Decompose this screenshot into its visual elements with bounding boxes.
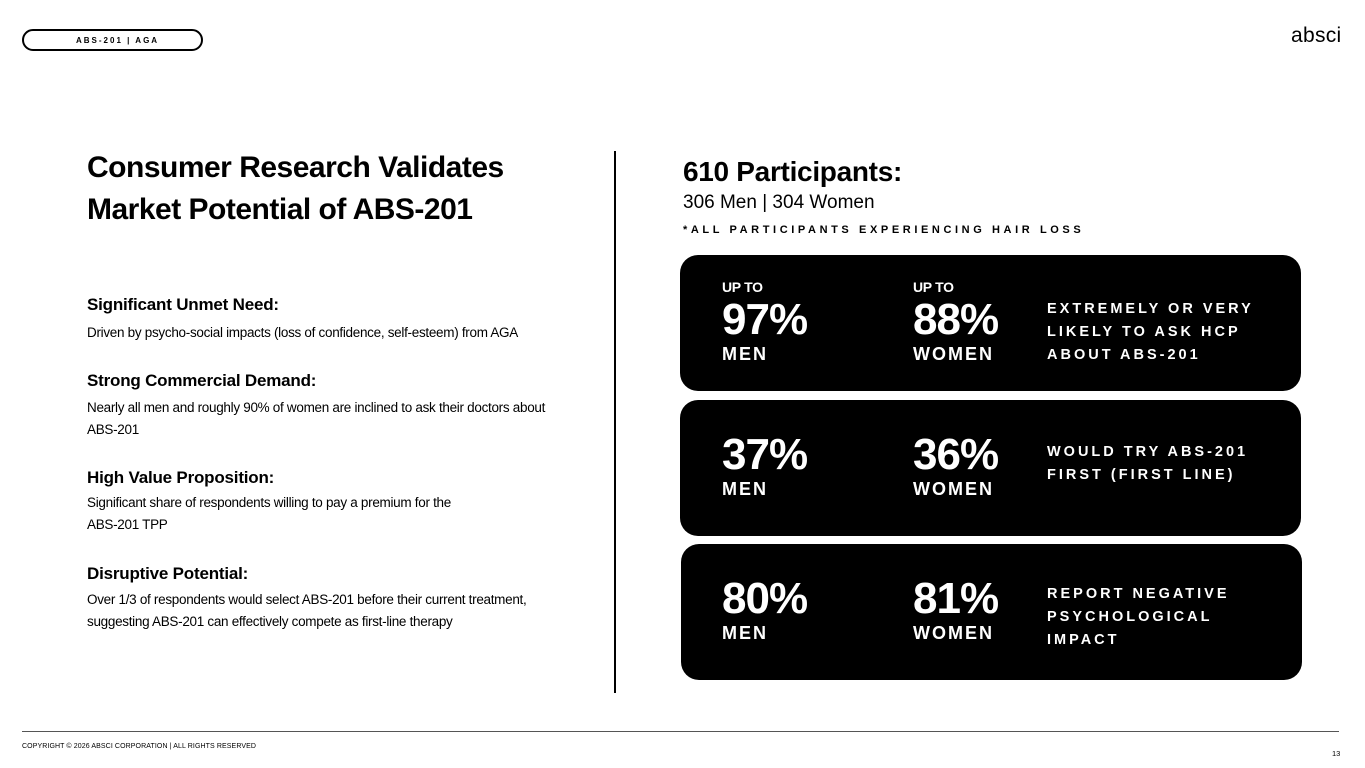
- stat-percent: 97%: [722, 295, 808, 344]
- stat-label: MEN: [722, 479, 768, 499]
- footer-divider: [22, 731, 1339, 732]
- stat-card-psychological-impact: [681, 544, 1302, 680]
- participants-note: *ALL PARTICIPANTS EXPERIENCING HAIR LOSS: [683, 224, 1085, 236]
- stat-percent: 36%: [913, 430, 999, 479]
- stat-label: WOMEN: [913, 344, 994, 364]
- point-title-unmet-need: Significant Unmet Need:: [87, 295, 279, 314]
- stat-percent: 37%: [722, 430, 808, 479]
- stat-percent: 88%: [913, 295, 999, 344]
- participants-heading: 610 Participants:: [683, 156, 902, 187]
- stat-men: [722, 576, 807, 644]
- stat-description: EXTREMELY OR VERY LIKELY TO ASK HCP ABOUT ABS-201: [1047, 301, 1254, 363]
- stat-men: [722, 432, 807, 500]
- section-tag: [22, 29, 203, 51]
- point-body-unmet-need: Driven by psycho-social impacts (loss of confidence, self-esteem) from AGA: [87, 325, 518, 340]
- stat-label: MEN: [722, 344, 768, 364]
- participants-split: 306 Men | 304 Women: [683, 192, 875, 213]
- stat-description: REPORT NEGATIVE PSYCHOLOGICAL IMPACT: [1047, 586, 1230, 648]
- point-body-commercial-demand: Nearly all men and roughly 90% of women are inclined to ask their doctors about ABS-201: [87, 400, 546, 437]
- stat-label: MEN: [722, 623, 768, 643]
- point-body-disruptive-potential: Over 1/3 of respondents would select ABS-201 before their current treatment, suggesting ABS-201 can effectively compete as first-line therapy: [87, 592, 527, 629]
- stat-card-ask-hcp: [680, 255, 1301, 391]
- stat-card-first-line: [680, 400, 1301, 536]
- point-title-commercial-demand: Strong Commercial Demand:: [87, 371, 317, 390]
- vertical-divider: [614, 151, 616, 693]
- stat-percent: 81%: [913, 574, 999, 623]
- section-tag-label: ABS-201 | AGA: [76, 35, 160, 45]
- stat-women: [913, 432, 998, 500]
- page-title: Consumer Research Validates Market Potential of ABS-201: [87, 151, 504, 226]
- stat-label: WOMEN: [913, 479, 994, 499]
- point-title-value-proposition: High Value Proposition:: [87, 468, 275, 487]
- page-number: 13: [1332, 749, 1341, 758]
- stat-description: WOULD TRY ABS-201 FIRST (FIRST LINE): [1047, 444, 1249, 483]
- stat-women: [913, 576, 998, 644]
- point-title-disruptive-potential: Disruptive Potential:: [87, 564, 249, 583]
- absci-logo: absci: [1291, 24, 1342, 47]
- stat-prefix: UP TO: [913, 279, 954, 295]
- stat-percent: 80%: [722, 574, 808, 623]
- copyright-notice: COPYRIGHT © 2026 ABSCI CORPORATION | ALL RIGHTS RESERVED: [22, 743, 257, 750]
- stat-women: [913, 279, 998, 365]
- point-body-value-proposition: Significant share of respondents willing to pay a premium for the ABS-201 TPP: [87, 495, 451, 532]
- stat-prefix: UP TO: [722, 279, 763, 295]
- stat-label: WOMEN: [913, 623, 994, 643]
- stat-men: [722, 279, 807, 365]
